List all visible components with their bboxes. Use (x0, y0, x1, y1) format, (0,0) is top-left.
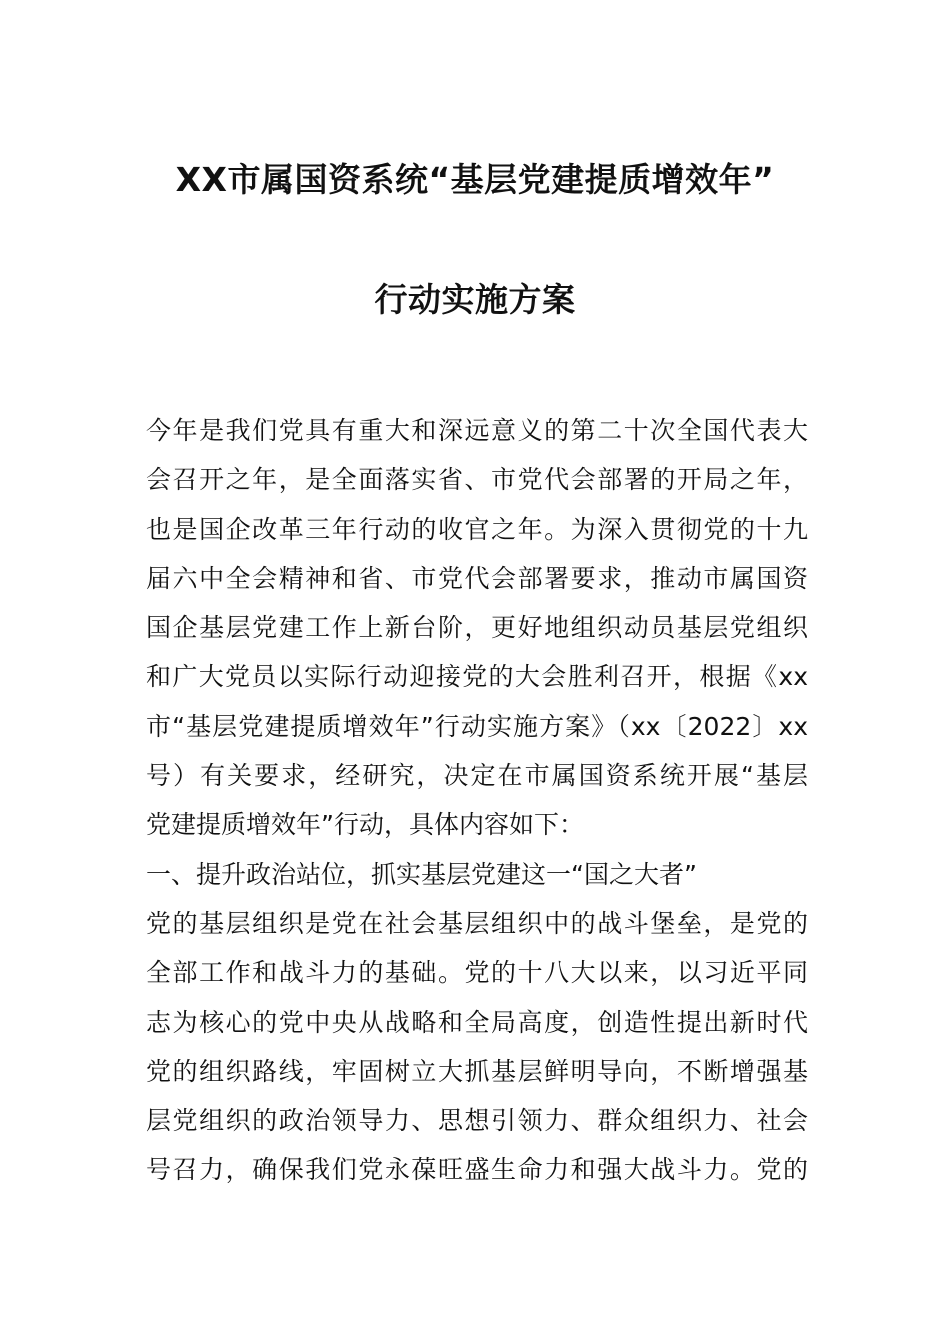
body-line: 市“基层党建提质增效年”行动实施方案》（xx〔2022〕xx (146, 711, 808, 741)
body-line: 国企基层党建工作上新台阶，更好地组织动员基层党组织 (146, 613, 808, 643)
body-line: 号）有关要求，经研究，决定在市属国资系统开展“基层 (146, 761, 808, 791)
body-line: 号召力，确保我们党永葆旺盛生命力和强大战斗力。党的 (146, 1155, 808, 1185)
section-heading: 一、提升政治站位，抓实基层党建这一“国之大者” (146, 859, 697, 889)
body-line: 志为核心的党中央从战略和全局高度，创造性提出新时代 (146, 1007, 808, 1037)
body-line: 届六中全会精神和省、市党代会部署要求，推动市属国资 (146, 563, 808, 593)
document-body (146, 411, 808, 1200)
body-line: 和广大党员以实际行动迎接党的大会胜利召开，根据《xx (146, 662, 808, 692)
body-line: 会召开之年，是全面落实省、市党代会部署的开局之年， (146, 465, 808, 495)
body-line: 也是国企改革三年行动的收官之年。为深入贯彻党的十九 (146, 514, 808, 544)
body-line: 层党组织的政治领导力、思想引领力、群众组织力、社会 (146, 1106, 808, 1136)
document-title-line-1: XX市属国资系统“基层党建提质增效年” (175, 160, 775, 199)
body-line: 党的基层组织是党在社会基层组织中的战斗堡垒，是党的 (146, 908, 808, 938)
document-title-line-2: 行动实施方案 (374, 280, 576, 319)
body-line: 全部工作和战斗力的基础。党的十八大以来，以习近平同 (146, 958, 808, 988)
body-line: 今年是我们党具有重大和深远意义的第二十次全国代表大 (146, 416, 808, 445)
body-line: 党的组织路线，牢固树立大抓基层鲜明导向，不断增强基 (146, 1056, 808, 1086)
body-line: 党建提质增效年”行动，具体内容如下： (146, 810, 584, 840)
